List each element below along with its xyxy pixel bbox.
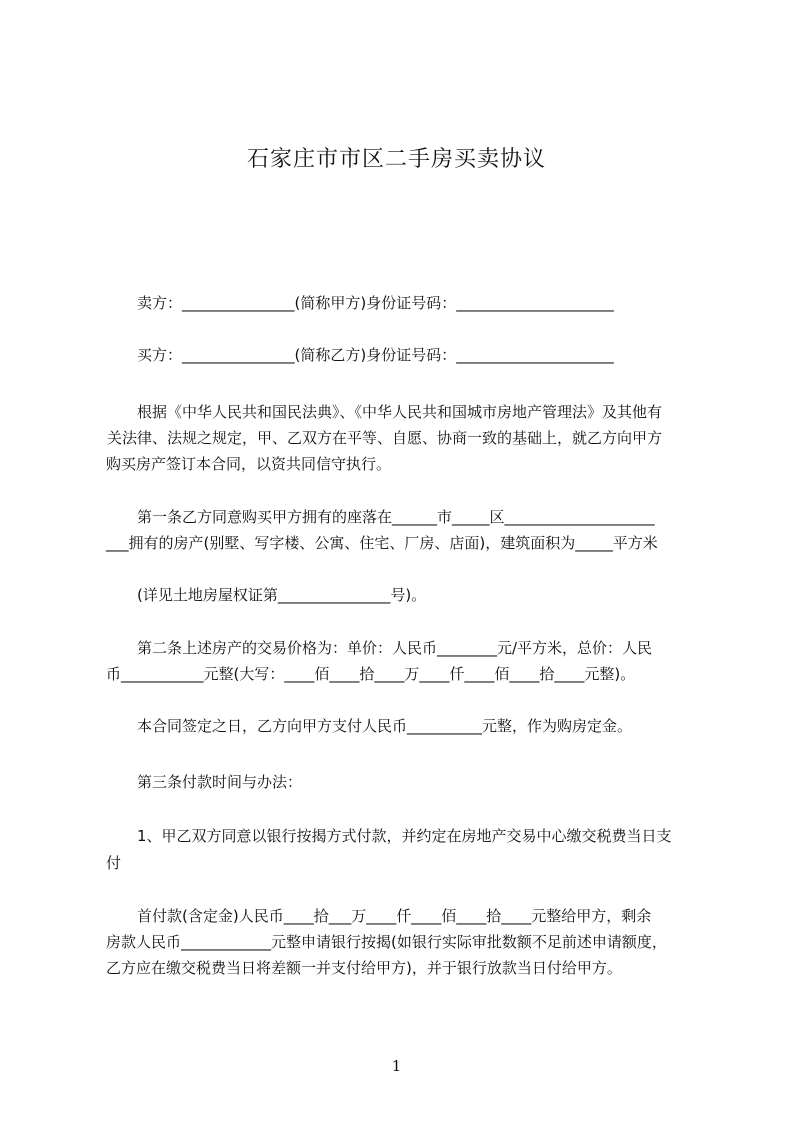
clause1-line-1: 1、甲乙双方同意以银行按揭方式付款，并约定在房地产交易中心缴交税费当日支 [137, 827, 672, 845]
article2-line-2: 币___________元整(大写：____佰____拾____万____仟____佰____拾____元整)。 [106, 665, 636, 683]
preamble-line-2: 关法律、法规之规定，甲、乙双方在平等、自愿、协商一致的基础上，就乙方向甲方 [107, 429, 663, 447]
down-payment-line-3: 乙方应在缴交税费当日将差额一并支付给甲方)，并于银行放款当日付给甲方。 [106, 959, 622, 977]
document-title: 石家庄市市区二手房买卖协议 [246, 147, 546, 172]
preamble-line-3: 购买房产签订本合同，以资共同信守执行。 [106, 455, 392, 473]
seller-line: 卖方：_______________(简称甲方)身份证号码：_____________________ [137, 294, 614, 312]
deposit-line: 本合同签定之日，乙方向甲方支付人民币__________元整，作为购房定金。 [137, 717, 633, 735]
article1-cert-line: (详见土地房屋权证第_______________号)。 [137, 586, 427, 604]
article3-heading: 第三条付款时间与办法： [137, 773, 303, 791]
down-payment-line-2: 房款人民币____________元整申请银行按揭(如银行实际审批数额不足前述申请额度， [106, 933, 667, 951]
buyer-line: 买方：_______________(简称乙方)身份证号码：_____________________ [137, 346, 614, 364]
article1-line-1: 第一条乙方同意购买甲方拥有的座落在______市_____区____________________ [137, 508, 655, 526]
article1-line-2: ___拥有的房产(别墅、写字楼、公寓、住宅、厂房、店面)，建筑面积为_____平方米 [106, 534, 658, 552]
page-number: 1 [391, 1057, 402, 1075]
down-payment-line-1: 首付款(含定金)人民币____拾___万____仟____佰____拾____元整给甲方，剩余 [137, 907, 652, 925]
article2-line-1: 第二条上述房产的交易价格为：单价：人民币________元/平方米，总价：人民 [137, 639, 653, 657]
clause1-line-2: 付 [106, 854, 122, 872]
preamble-line-1: 根据《中华人民共和国民法典》、《中华人民共和国城市房地产管理法》及其他有 [137, 403, 663, 421]
